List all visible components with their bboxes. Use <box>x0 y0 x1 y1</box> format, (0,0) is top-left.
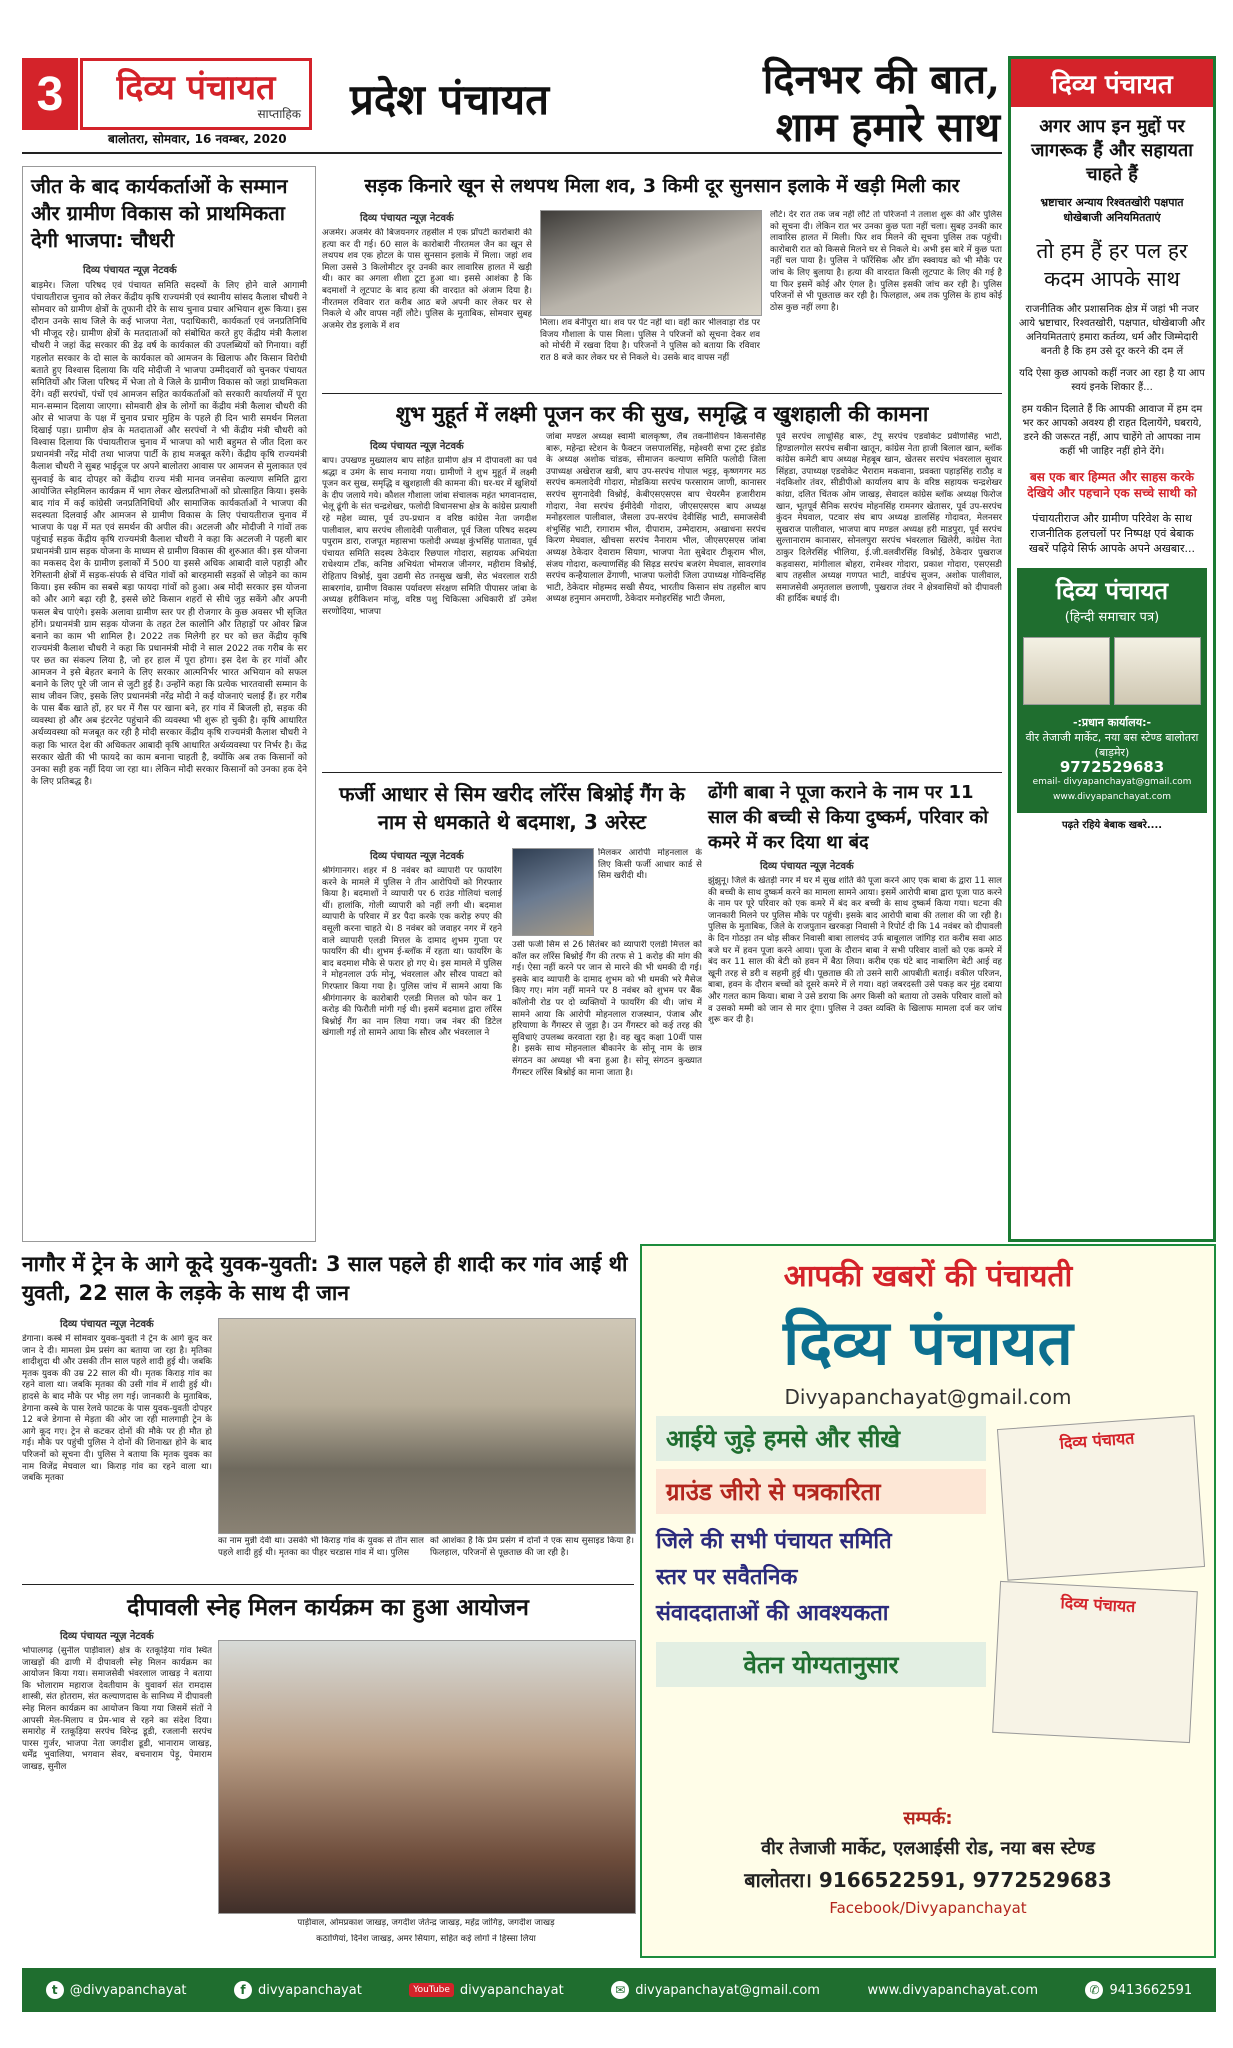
footer-facebook[interactable]: f divyapanchayat <box>234 1981 362 1999</box>
big-ad-line6: वेतन योग्यतानुसार <box>656 1642 986 1687</box>
article-baba-body: झुंझुनू। जिले के खेतड़ी नगर में घर में सुख शांति की पूजा करने आए एक बाबा के द्वारा 11 साल की बच्ची के साथ दुष्कर्म करने का मामला सामने आया। इसमें आरोपी बाबा द्वारा पूजा पाठ करने के नाम पर पूरे परिवार को एक कमरे में बंद कर बच्ची के साथ दुष्कर्म किया गया। घटना की जानकारी मिलने पर पुलिस मौके पर पहुंची। इसके बाद आरोपी बाबा की तलाश की जा रही है। पुलिस के मुताबिक, जिले के राजपुतान खरकड़ा निवासी ने रिपोर्ट दी कि 14 नवंबर को दीपावली के दिन गोठड़ा तन थोड़ सीकर निवासी बाबा लालचंद उर्फ बाबूलाल जांगिड़ रात करीब सवा आठ बजे घर में हवन पूजा करने आया। पूजा के दौरान बाबा ने सभी परिवार वालों को एक कमरे में बंद कर 11 साल की बेटी को हवन में बैठा लिया। करीब एक घंटे बाद नाबालिग बेटी आई वह खूनी तरह से डरी व सहमी हुई थी। पूछताछ की तो उसने सारी आपबीती बताई। वकील परिजन, बाबा, हवन के दौरान बच्चों को दूसरे कमरे में ले गया। वहां जबरदस्ती उसे पकड़ कर मुंह दबाया और गलत काम किया। बाबा ने उसे डराया कि अगर किसी को बताया तो उसके परिवार वालों को व उसको मम्मी को जान से मार दूंगा। पुलिस ने उक्त व्यक्ति के खिलाफ मामला दर्ज कर जांच शुरू कर दी है। <box>708 876 1002 1026</box>
article-sneh-byline: दिव्य पंचायत न्यूज़ नेटवर्क <box>60 1631 154 1642</box>
article-sneh-caption-2: कठाणियां, दिनेश जाखड़, अमर सियाग, सहित कई लोगों ने हिस्सा लिया <box>316 1934 536 1944</box>
office-address: वीर तेजाजी मार्केट, नया बस स्टेण्ड बालोतरा (बाड़मेर) <box>1025 731 1199 759</box>
article-train-byline: दिव्य पंचायत न्यूज़ नेटवर्क <box>60 1319 154 1330</box>
phone-icon: ✆ <box>1085 1981 1103 1999</box>
mini-paper-title: दिव्य पंचायत <box>1059 1428 1135 1453</box>
article-sneh-title: दीपावली स्नेह मिलन कार्यक्रम का हुआ आयोजन <box>127 1595 529 1621</box>
big-ad-line4: स्तर पर सवैतनिक <box>656 1565 798 1590</box>
contact-address: वीर तेजाजी मार्केट, एलआईसी रोड, नया बस स्टेण्ड <box>761 1838 1095 1859</box>
right-ad-para1: राजनीतिक और प्रशासनिक क्षेत्र में जहां भी नजर आये भ्रष्टाचार, रिश्वतखोरी, पक्षपात, धोखेबाजी और अनियमितताएं हमारा कर्तव्य, धर्म और जिम्मेदारी बनती है कि हम उसे दूर करने की दम लें <box>1019 304 1205 357</box>
brand-title: दिव्य पंचायत <box>116 68 276 108</box>
article-train-col3: को आशंका है कि प्रेम प्रसंग में दोनों ने एक साथ सुसाइड किया है। फिलहाल, परिजनों से पूछताछ की जा रही है। <box>430 1536 634 1558</box>
big-ad-line5: संवाददाताओं की आवश्यकता <box>656 1601 889 1626</box>
article-baba-title: ढोंगी बाबा ने पूजा कराने के नाम पर 11 साल की बच्ची से किया दुष्कर्म, परिवार को कमरे में कर दिया था बंद <box>708 782 989 853</box>
right-ad-brand2: दिव्य पंचायत <box>1055 577 1169 605</box>
page-number: 3 <box>22 58 78 130</box>
article-deepawali-col3: पूर्व सरपंच लाधूसिंह बारू, टेपू सरपंच एडवोकेट प्रवीणसिंह भाटी, हिण्डालगोल सरपंच सबीना खातून, कांग्रेस नेता हाजी बिलाल खान, ब्लॉक कांग्रेस कमेटी बाप अध्यक्ष मेहबूब खान, खेतसर सरपंच भंवरलाल सुथार सिंहडा, उपाध्यक्ष एडवोकेट भैराराम मकवाना, प्रवक्ता पहाड़सिंह राठौड़ व नंदकिशोर तंवर, सीडीपीओ कार्यालय बाप के वरिष्ठ सहायक चन्द्रशेखर कांग्रा, दलित चिंतक ओम जाखड़, सेवादल कांग्रेस ब्लॉक अध्यक्ष फिरोज खान, भूतपूर्व सैनिक सरपंच मोहनसिंह रामनगर खेतासर, पूर्व उप-सरपंच कुंदन मेघवाल, पटवार संघ बाप अध्यक्ष डालसिंह गोदावत, मेलनसर सुखराज पालीवाल, भाजपा बाप मण्डल अध्यक्ष हरी माडपुरा, पूर्व सरपंच सुल्तानाराम कानासर, सोनलपुरा सरपंच भंवरलाल खिलेरी, कांग्रेस नेता ठाकुर दिलेरसिंह भीलिया, ई.जी.वलवीरसिंह विश्नोई, ठेकेदार पुखराज कड़वासरा, मांगीलाल बोहरा, रामेश्वर गोदारा, प्रकाश गोदारा, एसएसडी बाप तहसील अध्यक्ष गणपत भाटी, वार्डपंच सुजन, अशोक पालीवाल, समाजसेवी अमृतलाल छलाणी, पुखराज तंवर ने क्षेत्रवासियों को दीपावली की हार्दिक बधाई दी। <box>776 432 1002 605</box>
article-baba-byline: दिव्य पंचायत न्यूज़ नेटवर्क <box>760 861 854 872</box>
article-sneh-caption-1: पाड़ीवाल, ओमप्रकाश जाखड़, जगदीश जेतेन्द्र जाखड़, महेंद्र जांगिड़, जगदीश जाखड़ <box>297 1918 555 1928</box>
footer-web[interactable]: www.divyapanchayat.com <box>867 1982 1038 1998</box>
article-body-byline: दिव्य पंचायत न्यूज़ नेटवर्क <box>360 213 454 224</box>
right-ad-headline: अगर आप इन मुद्दों पर जागरूक हैं और सहायता चाहते हैं <box>1031 116 1193 185</box>
twitter-icon: t <box>46 1981 64 1999</box>
mail-icon: ✉ <box>611 1981 629 1999</box>
brand-subtitle: साप्ताहिक <box>257 107 301 121</box>
right-ad-promise: तो हम हैं हर पल हर कदम आपके साथ <box>1036 239 1188 291</box>
mini-paper-1 <box>997 1415 1205 1580</box>
tagline-line-1: दिनभर की बात, <box>762 56 1000 103</box>
article-bjp <box>22 166 316 1242</box>
article-sneh-body: भोपालगढ़ (सुनील पाड़ीवाल) क्षेत्र के रतकूड़िया गांव स्थित जाखड़ों की ढाणी में दीपावली स्नेह मिलन कार्यक्रम का आयोजन किया गया। समाजसेवी भंवरलाल जाखड़ ने बताया कि भोलाराम महाराज देवतीयाम के युवावर्ग संत रामदास शास्त्री, संत होतराम, संत कल्याणदास के सानिध्य में दीपावली स्नेह मिलन कार्यक्रम का आयोजन किया गया जिसमें संतों ने आपसी मेल-मिलाप व प्रेम-भाव से रहने का संदेश दिया। समारोह में रतकूड़िया सरपंच विरेन्द्र डूडी, रजलानी सरपंच पारस गुर्जर, भाजपा नेता जगदीश डूडी, भानाराम जाखड़, धर्मेंद्र भुवालिया, भगवान सेवर, बचनाराम पेड़ू, पेमाराम जाखड़, सुनील <box>22 1646 212 1772</box>
big-ad-line2: ग्राउंड जीरो से पत्रकारिता <box>656 1469 986 1514</box>
divider <box>22 1584 634 1585</box>
footer-youtube[interactable]: YouTube divyapanchayat <box>409 1983 563 1998</box>
footer-mail[interactable]: ✉ divyapanchayat@gmail.com <box>611 1981 820 1999</box>
newspaper-thumbnail <box>1114 637 1201 705</box>
article-body-col2: मिला। शव बेनीपुरा था। शव पर पेंट नहीं था। वहीं कार भीलवाड़ा रोड पर विजय गौशाला के पास मिला। पुलिस ने परिजनों को सूचना देकर शव को मोर्चरी में रखवा दिया है। परिजनों ने पुलिस को बताया कि रविवार रात 8 बजे कार लेकर घर से निकले थे। उसके बाद वापस नहीं <box>540 318 760 363</box>
police-photo <box>512 848 594 936</box>
youtube-icon: YouTube <box>409 1983 454 1997</box>
article-deepawali-byline: दिव्य पंचायत न्यूज़ नेटवर्क <box>370 441 464 452</box>
right-ad-para3: हम यकीन दिलाते हैं कि आपकी आवाज में हम दम भर कर आपको अवश्य ही राहत दिलायेंगे, घबराये, डरने की जरूरत नहीं, आप चाहेंगे तो आपका नाम कहीं भी जाहिर नहीं होने देंगे। <box>1021 404 1203 457</box>
office-title: -:प्रधान कार्यालय:- <box>1072 716 1152 729</box>
article-deepawali-title: शुभ मुहूर्त में लक्ष्मी पूजन कर की सुख, समृद्धि व खुशहाली की कामना <box>395 402 929 426</box>
right-ad-para4: बस एक बार हिम्मत और साहस करके देखिये और पहचाने एक सच्चे साथी को <box>1027 470 1197 500</box>
big-ad-line3: जिले की सभी पंचायत समिति <box>656 1529 892 1554</box>
car-photo <box>540 210 762 316</box>
newspaper-thumbnail <box>1023 637 1110 705</box>
contact-title: सम्पर्क: <box>903 1808 953 1829</box>
footer-phone[interactable]: ✆ 9413662591 <box>1085 1981 1192 1999</box>
right-advertisement <box>1008 56 1216 1242</box>
big-ad-tagline: आपकी खबरों की पंचायती <box>783 1259 1073 1294</box>
right-ad-issues: भ्रष्टाचार अन्याय रिश्वतखोरी पक्षपात धोखेबाजी अनियमितताएं <box>1040 196 1184 224</box>
facebook-handle: Facebook/Divyapanchayat <box>829 1899 1027 1917</box>
right-ad-brand: दिव्य पंचायत <box>1011 59 1213 107</box>
right-ad-brand2-sub: (हिन्दी समाचार पत्र) <box>1064 610 1160 625</box>
article-bishnoi-photo-caption: मिलकर आरोपी मोहनलाल के लिए किसी फर्जी आधार कार्ड से सिम खरीदी थी। <box>598 848 702 882</box>
header-rule <box>22 152 1002 154</box>
article-body-title: सड़क किनारे खून से लथपथ मिला शव, 3 किमी दूर सुनसान इलाके में खड़ी मिली कार <box>364 175 960 197</box>
article-deepawali-col1: बाप। उपखण्ड मुख्यालय बाप सहित ग्रामीण क्षेत्र में दीपावली का पर्व श्रद्धा व उमंग के साथ मनाया गया। ग्रामीणों ने शुभ मुहूर्त में लक्ष्मी पूजन कर सुख, समृद्धि व खुशहाली की कामना की। घर-घर में खुशियों के दीप जलाये गये। कौशल गौशाला जांबा संचालक महंत भगवानदास, भेलू ढूंगी के संत चन्द्रशेखर, फलोदी विधानसभा क्षेत्र के कांग्रेस प्रत्याशी रहे महेश व्यास, पूर्व उप-प्रधान व वरिष्ठ कांग्रेस नेता जगदीश पालीवाल, बाप सरपंच लीलादेवी पालीवाल, पूर्व जिला परिषद सदस्य पपुराम डारा, राजपूत महासभा फलोदी अध्यक्ष कुंभसिंह पातावत, पूर्व पंचायत समिति सदस्य ठेकेदार रिछपाल गोदारा, सहायक अभियंता राधेश्याम टाँक, कनिष्ठ अभियंता भोमराज जीनगर, महीराम विश्नोई, रोहिताप विश्नोई, युवा उद्यमी सेठ तनसुख खत्री, सेठ भंवरलाल राठी साबरगांव, ग्रामीण विकास पर्यावरण संरक्षण समिति पीपासर जांबा के अध्यक्ष हरीकिशन मांजू, वरिष्ठ पशु चिकित्सा अधिकारी डॉ उमेश सरणोदिया, भाजपा <box>322 456 537 617</box>
tagline-line-2: शाम हमारे साथ <box>775 104 1000 151</box>
right-ad-tagline: पढ़ते रहिये बेबाक खबरे.... <box>1061 820 1163 831</box>
footer-bar <box>22 1968 1216 2012</box>
facebook-icon: f <box>234 1981 252 1999</box>
article-body-col1: अजमेर। अजमेर की बिजयनगर तहसील में एक प्रॉपर्टी कारोबारी की हत्या कर दी गई। 60 साल के कारोबारी नीरतमल जैन का खून से लथपथ शव एक होटल के पास सुनसान इलाके में मिला। जहां शव मिला उससे 3 किलोमीटर दूर उनकी कार लावारिस हालत में खड़ी थी। कार का अगला शीशा टूटा हुआ था। इससे आशंका है कि बदमाशों ने लूटपाट के बाद हत्या की वारदात को अंजाम दिया है। नीरतमल रविवार रात करीब आठ बजे अपनी कार लेकर घर से निकले थे और वापस नहीं लौटे। पुलिस के मुताबिक, सोमवार सुबह अजमेर रोड इलाके में शव <box>322 228 532 331</box>
article-train-col2: का नाम मुन्नी देवी था। उसकी भी किराड़ गांव के युवक से तीन साल पहले शादी हुई थी। मृतका का पीहर चरडास गांव में था। पुलिस <box>218 1536 424 1558</box>
right-ad-para2: यदि ऐसा कुछ आपको कहीं नजर आ रहा है या आप स्वयं इनके शिकार हैं... <box>1019 368 1205 393</box>
article-bishnoi-col1: श्रीगंगानगर। शहर में 8 नवंबर को व्यापारी पर फायरिंग करने के मामले में पुलिस ने तीन आरोपियों को गिरफ्तार किया है। बदमाशों ने व्यापारी पर 6 राउंड गोलियां चलाई थीं। हालांकि, गोली व्यापारी को नहीं लगी थी। बदमाश व्यापारी के परिवार में डर पैदा करके एक करोड़ रुपए की वसूली करना चाहते थे। 8 नवंबर को जवाहर नगर में रहने वाले व्यापारी एलडी मित्तल के दामाद शुभम गुप्ता पर फायरिंग की थी। शुभम ई-ब्लॉक में रहता था। फायरिंग के बाद बदमाश मौके से फरार हो गए थे। इस मामले में पुलिस ने मोहनलाल उर्फ मोनू, भंवरलाल और सौरव पावटा को गिरफ्तार किया गया है। पुलिस जांच में सामने आया कि श्रीगंगानगर के कारोबारी एलडी मित्तल को फोन कर 1 करोड़ की फिरौती मांगी गई थी। इसमें बदमाश द्वारा लॉरेंस बिश्नोई गैंग का नाम लिया गया। जब नंबर की डिटेल खंगाली गई तो सामने आया कि सौरव और भंवरलाल ने <box>322 866 502 1039</box>
header-tagline <box>670 56 1000 152</box>
date-line: बालोतरा, सोमवार, 16 नवम्बर, 2020 <box>108 132 287 146</box>
divider <box>322 772 1002 773</box>
article-bjp-body: बाड़मेर। जिला परिषद एवं पंचायत समिति सदस्यों के लिए होने वाले आगामी पंचायतीराज चुनाव को लेकर केंद्रीय कृषि राज्यमंत्री एवं स्थानीय सांसद कैलाश चौधरी ने सोमवार को ग्रामीण क्षेत्रों के तूफानी दौरे के साथ चुनाव प्रचार अभियान शुरू किया। इस दौरान उनके साथ जिले के कई भाजपा नेता, पदाधिकारी, कार्यकर्ता एवं जनप्रतिनिधि भी मौजूद रहे। ग्रामीण क्षेत्रों के मतदाताओं को संबोधित करते हुए केंद्रीय मंत्री कैलाश चौधरी ने जहां केंद्र सरकार की डेढ़ वर्ष के कार्यकाल की उपलब्धियों को गिनाया। वहीं गहलोत सरकार के दो साल के कार्यकाल को आमजन के खिलाफ और किसान विरोधी बताते हुए विश्वास दिलाया कि यदि मोदीजी ने भाजपा उम्मीदवारों को चुनकर पंचायत समितियों और जिला परिषद में भेजा तो वे जिले के ग्रामीण विकास को जहां प्राथमिकता देंगे। वहीं सरपंचों, पंचों एवं आमजन सहित कार्यकर्ताओं को सरकारी कार्यालयों में पूरा मान-सम्मान दिलाया जाएगा। सोमवारी क्षेत्र के लोगों का केंद्रीय मंत्री कैलाश चौधरी की ओर से भाजपा के पक्ष में चुनाव प्रचार मुहिम के पहले ही दिन भारी समर्थन मिलता दिखाई पड़ा। ग्रामीण क्षेत्र के मतदाताओं और सरपंचों ने भी केंद्रीय मंत्री चौधरी को विश्वास दिलाया कि पंचायतीराज चुनाव में भाजपा को भारी बहुमत से जीत दिला कर प्रधानमंत्री नरेंद्र मोदी तथा भाजपा पार्टी के हाथ मजबूत करेंगे। केंद्रीय कृषि राज्यमंत्री कैलाश चौधरी ने सुबह भाईदूज पर अपने बालोतरा आवास पर आमजन से मुलाकात एवं सुनवाई के बाद दोपहर को केंद्रीय राज्य मंत्री मानव जनसेवा कल्याण समिति द्वारा आयोजित स्नेहमिलन कार्यक्रम में भाग लेकर खेलप्रतिभाओं को प्रोत्साहित किया। इसके बाद गांव में कई कांग्रेसी जनप्रतिनिधियों और सामाजिक कार्यकर्ताओं ने भाजपा की सदस्यता दिलवाई और आमजन से ग्रामीण विकास के लिए पंचायतीराज चुनाव में भाजपा के पक्ष में मत एवं समर्थन की अपील की। अटलजी और मोदीजी ने गांवों तक पहुंचाई सड़क केंद्रीय कृषि राज्यमंत्री कैलाश चौधरी ने कहा कि अटलजी ने पहली बार प्रधानमंत्री ग्राम सड़क योजना के माध्यम से ग्रामीण विकास की शुरुआत की। इस योजना का मकसद देश के ग्रामीण इलाकों में 500 या इससे अधिक आबादी वाले पहाड़ी और रेगिस्तानी क्षेत्रों में सड़क-संपर्क से वंचित गांवों को बारहमासी सड़कों से जोड़ने का काम किया। इस स्कीम का सबसे बड़ा फायदा गांवों को हुआ। अब मोदी सरकार इस योजना को और आगे बढ़ा रही है, इससे छोटे किसान शहरों से सीधे जुड़ सकेंगे और अपनी फसल बेच पाएंगे। इसके अलावा ग्रामीण स्तर पर ही रोजगार के कुछ अवसर भी सृजित होंगे। प्रधानमंत्री ग्राम सड़क योजना के तहत टेल कालोनि और तिहाड़ों पर ओवर ब्रिज बनाने का काम भी शामिल है। 2022 तक मिलेगी हर घर को छत केंद्रीय कृषि राज्यमंत्री कैलाश चौधरी ने कहा कि प्रधानमंत्री मोदी ने साल 2022 तक गरीब के सर पर छत का संकल्प लिया है, जो हर हाल में पूरा होगा। इस देश के हर गांवों और आमजन ने इसे बेहतर बनाने के लिए सरकार आत्मनिर्भर भारत अभियान को सफल बनाने के लिए पूरे जी जान से जुटी हुई है। उन्होंने कहा कि प्रत्येक भारतवासी सम्मान के साथ जीवन जिए, इसके लिए प्रधानमंत्री नरेंद्र मोदी ने कई योजनाएं चलाई हैं। हर गरीब के पास बैंक खाते हों, हर घर में गैस पर खाना बने, हर गांव में बिजली हो, सड़क की व्यवस्था हो और अब इंटरनेट पहुंचाने की व्यवस्था भी शुरू हो चुकी है। कृषि आधारित अर्थव्यवस्था को मजबूत कर रही है मोदी सरकार केंद्रीय कृषि राज्यमंत्री कैलाश चौधरी ने कहा कि भारत देश की अधिकतर आबादी कृषि आधारित अर्थव्यवस्था पर निर्भर है। केंद्र सरकार खेती की भी फायदे का काम बनाना चाहती है, क्योंकि अब तक किसानों को उनका सही हक नहीं दिया जा रहा था। लेकिन मोदी सरकार किसानों को उनका हक देने के लिए प्रतिबद्ध है। <box>31 281 307 787</box>
office-phone: 9772529683 <box>1059 758 1165 776</box>
article-deepawali-col2: जांबा मण्डल अध्यक्ष स्वामी बालकृष्ण, लैब तकनीशियन किसनसिंह बारू, महेन्द्रा स्टेशन के फैक्टन जसपालसिंह, महेश्वरी सभा ट्रस्ट इंडोड के अध्यक्ष अशोक चांडक, सीमाजन कल्याण समिति फलोदी जिला उपाध्यक्ष अखेराज खत्री, बाप उप-सरपंच गोपाल भट्टड़, कृष्णगगर मठ सरपंच कमलादेवी गोदारा, मोडकिया सरपंच फरसाराम जाणी, कानासर सरपंच सुगनादेवी विश्नोई, केबीएसएसएस बाप चेयरमैन हजारीराम गोदारा, नेवा सरपंच ईमीदेवी गोदारा, जीएसएसएस बाप अध्यक्ष मनोहरलाल पालीवाल, जैसला उप-सरपंच देवीसिंह भाटी, समाजसेवी शंभुसिंह भाटी, रागाराम भील, दीपाराम, उम्मेदाराम, अखाधना सरपंच किरण मेघवाल, खीचसा सरपंच नैनाराम भील, जीएसएसएस जांबा अध्यक्ष ठेकेदार देवाराम सियाग, भाजपा नेता सुबेदार टीकूराम भील, संजय गोदारा, कल्याणसिंह की सिढ़ड सरपंच बजरंग मेघवाल, सावरगांव सरपंच कन्हैयालाल ढेंगाणी, भाजपा फलोदी जिला उपाध्यक्ष गोविन्दसिंह भाटी, ठेकेदार मोहम्मद सखी सैयद, भारतीय किसान संघ तहसील बाप अध्यक्ष हनुमान अमराणी, ठेकेदार मनोहरसिंह भाटी जैमला, <box>546 432 766 605</box>
article-train-body: डेगाना। कस्बे में सोमवार युवक-युवती ने ट्रेन के आगे कूद कर जान दे दी। मामला प्रेम प्रसंग का बताया जा रहा है। मृतिका शादीशुदा थी और उसकी तीन साल पहले शादी हुई थी। जबकि मृतक युवक की उम्र 22 साल की थी। मृतक किराड़ गांव का रहने वाला था। जबकि मृतका की उसी गांव में शादी हुई थी। हादसे के बाद मौके पर भीड़ लग गई। जानकारी के मुताबिक, डेगाना कस्बे के पास रेलवे फाटक के पास युवक-युवती दोपहर 12 बजे डेगाना से मेड़ता की ओर जा रही मालगाड़ी ट्रेन के आगे कूद गए। ट्रेन से कटकर दोनों की मौके पर ही मौत हो गई। मौके पर पहुंची पुलिस ने दोनों की शिनाख्त होने के बाद परिजनों को सूचना दी। पुलिस ने बताया कि मृतक युवक का नाम विजेंद्र मेघवाल था। किराड़ गांव का रहने वाला था। जबकि मृतका <box>22 1334 212 1484</box>
mini-paper-title: दिव्य पंचायत <box>1060 1593 1136 1617</box>
article-bishnoi-title: फर्जी आधार से सिम खरीद लॉरेंस बिश्नोई गैंग के नाम से धमकाते थे बदमाश, 3 अरेस्ट <box>339 782 685 834</box>
big-ad-line1: आईये जुड़े हमसे और सीखे <box>656 1416 986 1461</box>
page-title: प्रदेश पंचायत <box>350 75 550 124</box>
big-ad-brand: दिव्य पंचायत <box>783 1306 1073 1379</box>
divider <box>322 393 1002 394</box>
article-bishnoi-byline: दिव्य पंचायत न्यूज़ नेटवर्क <box>370 851 464 862</box>
right-ad-para5: पंचायतीराज और ग्रामीण परिवेश के साथ राजनीतिक हलचलों पर निष्पक्ष एवं बेबाक खबरें पढ़िये सिर्फ आपके अपने अखबार... <box>1029 512 1195 555</box>
article-train-title: नागौर में ट्रेन के आगे कूदे युवक-युवती: 3 साल पहले ही शादी कर गांव आई थी युवती, 22 साल के लड़के के साथ दी जान <box>22 1252 628 1305</box>
office-web: www.divyapanchayat.com <box>1052 792 1172 802</box>
office-email: email- divyapanchayat@gmail.com <box>1032 777 1192 787</box>
article-bjp-title: जीत के बाद कार्यकर्ताओं के सम्मान और ग्रामीण विकास को प्राथमिकता देगी भाजपा: चौधरी <box>31 174 288 252</box>
footer-twitter[interactable]: t @divyapanchayat <box>46 1981 187 1999</box>
railway-track-photo <box>218 1318 636 1534</box>
mini-paper-2 <box>992 1581 1198 1743</box>
recruitment-advertisement <box>640 1244 1216 1958</box>
group-photo <box>218 1640 636 1914</box>
article-body-col3: लौटे। देर रात तक जब नहीं लौटे तो परिजनों ने तलाश शुरू की और पुलिस को सूचना दी। लेकिन रात भर उनका कुछ पता नहीं चला। सुबह उनकी कार लावारिस हालत में मिली। फिर शव मिलने की सूचना पुलिस तक पहुंची। कारोबारी रात को किससे मिलने घर से निकले थे। अभी इस बारे में कुछ पता नहीं चल पाया है। पुलिस ने फॉरेंसिक और डॉग स्क्वायड को भी मौके पर जांच के लिए बुलाया है। हत्या की वारदात किसी लूटपाट के लिए की गई है या फिर इसमें कोई और एंगल है। पुलिस इसकी जांच कर रही है। पुलिस परिजनों से भी पूछताछ कर रही है। फिलहाल, अब तक पुलिस के हाथ कोई ठोस कुछ नहीं लगा है। <box>770 210 1002 313</box>
article-bishnoi-col2: उसी फर्जी सिम से 26 सितंबर को व्यापारी एलडी मित्तल को कॉल कर लॉरेंस बिश्नोई गैंग की तरफ से 1 करोड़ की मांग की गई। ऐसा नहीं करने पर जान से मारने की भी धमकी दी गई। इसके बाद व्यापारी के दामाद शुभम को भी धमकी भरे मैसेज किए गए। मांग नहीं मानने पर 8 नवंबर को शुभम पर बैंक कॉलोनी रोड पर दो व्यक्तियों ने फायरिंग की थी। जांच में सामने आया कि आरोपी मोहनलाल राजस्थान, पंजाब और हरियाणा के गैंगस्टर से जुड़ा है। उन गैंगस्टर को कई तरह की सुविधाएं उपलब्ध करवाता रहा है। वह खुद कक्षा 10वीं पास है। इसके साथ मोहनलाल बीकानेर के सोनू नाम के छात्र संगठन का अध्यक्ष भी बना हुआ है। सोनू संगठन कुख्यात गैंगस्टर लॉरेंस बिश्नोई का माना जाता है। <box>512 940 702 1078</box>
contact-phone: बालोतरा। 9166522591, 9772529683 <box>744 1868 1112 1892</box>
masthead-brand <box>80 58 312 130</box>
big-ad-email: Divyapanchayat@gmail.com <box>784 1385 1072 1409</box>
article-bjp-byline: दिव्य पंचायत न्यूज़ नेटवर्क <box>83 265 177 276</box>
